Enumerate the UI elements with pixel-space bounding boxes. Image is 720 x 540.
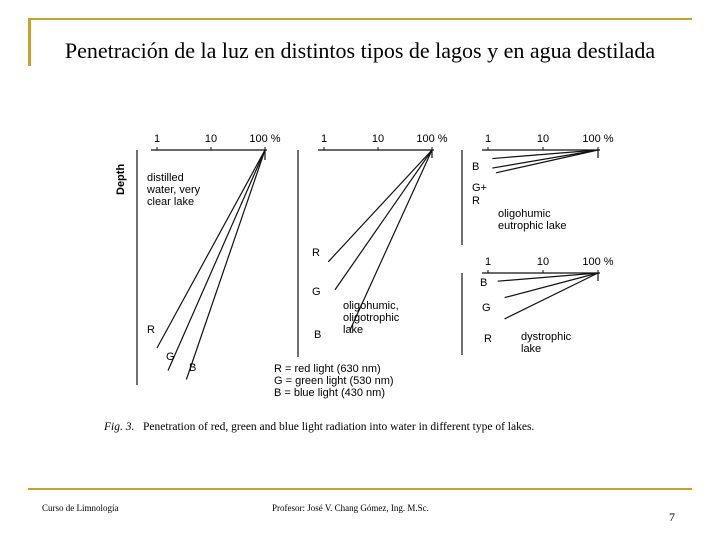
x-tick-label: 1 — [484, 256, 492, 268]
legend-entry: G = green light (530 nm) — [274, 375, 394, 387]
series-line-r — [496, 150, 598, 173]
x-tick-label: 100 % — [582, 256, 614, 268]
panel-label: oligohumic, — [343, 300, 399, 312]
x-tick-label: 1 — [153, 133, 161, 145]
page-number: 7 — [669, 510, 675, 524]
x-tick-label: 1 — [484, 133, 492, 145]
legend-entry: B = blue light (430 nm) — [274, 387, 385, 399]
series-label: G — [482, 302, 491, 314]
slide-title: Penetración de la luz en distintos tipos de lagos y en agua destilada — [64, 38, 656, 63]
series-label: B — [480, 277, 488, 289]
panel-label: oligohumic — [498, 208, 551, 220]
panel-label: water, very — [147, 184, 201, 196]
series-label: R — [147, 324, 155, 336]
x-tick-label: 10 — [536, 256, 550, 268]
series-label: R — [472, 195, 480, 207]
panel-label: eutrophic lake — [498, 220, 567, 232]
series-line-g — [335, 150, 432, 290]
series-label: G+ — [472, 182, 487, 194]
x-tick-label: 100 % — [249, 133, 281, 145]
series-label: G — [166, 351, 175, 363]
bottom-rule — [28, 488, 692, 490]
footer-course: Curso de Limnología — [42, 503, 119, 513]
wavelength-legend — [274, 363, 394, 399]
caption-text: Penetration of red, green and blue light radiation into water in different type of lakes. — [143, 421, 535, 433]
x-tick-label: 100 % — [416, 133, 448, 145]
panel-label: dystrophic — [521, 331, 572, 343]
panel-label: oligotrophic — [343, 312, 400, 324]
panel-label: lake — [521, 343, 542, 355]
panel-2 — [298, 133, 448, 357]
legend-entry: R = red light (630 nm) — [274, 363, 381, 375]
series-label: B — [189, 362, 197, 374]
y-axis-label: Depth — [115, 163, 127, 195]
series-label: R — [312, 247, 320, 259]
series-label: G — [312, 286, 321, 298]
panel-4 — [462, 256, 614, 355]
panel-label: lake — [343, 324, 364, 336]
x-tick-label: 100 % — [582, 133, 614, 145]
panel-label: clear lake — [147, 196, 195, 208]
x-tick-label: 1 — [320, 133, 328, 145]
series-label: R — [484, 333, 492, 345]
series-line-gplus — [492, 150, 598, 168]
panel-3 — [462, 133, 614, 245]
caption-fig-number: Fig. 3. — [104, 421, 135, 433]
series-label: B — [314, 329, 322, 341]
footer-professor: Profesor: José V. Chang Gómez, Ing. M.Sc. — [272, 503, 429, 513]
series-line-b — [492, 150, 598, 159]
series-line-r — [328, 150, 432, 262]
x-tick-label: 10 — [536, 133, 550, 145]
x-tick-label: 10 — [204, 133, 218, 145]
panel-1 — [115, 133, 281, 385]
series-label: B — [472, 161, 480, 173]
x-tick-label: 10 — [371, 133, 385, 145]
panel-label: distilled — [147, 172, 184, 184]
